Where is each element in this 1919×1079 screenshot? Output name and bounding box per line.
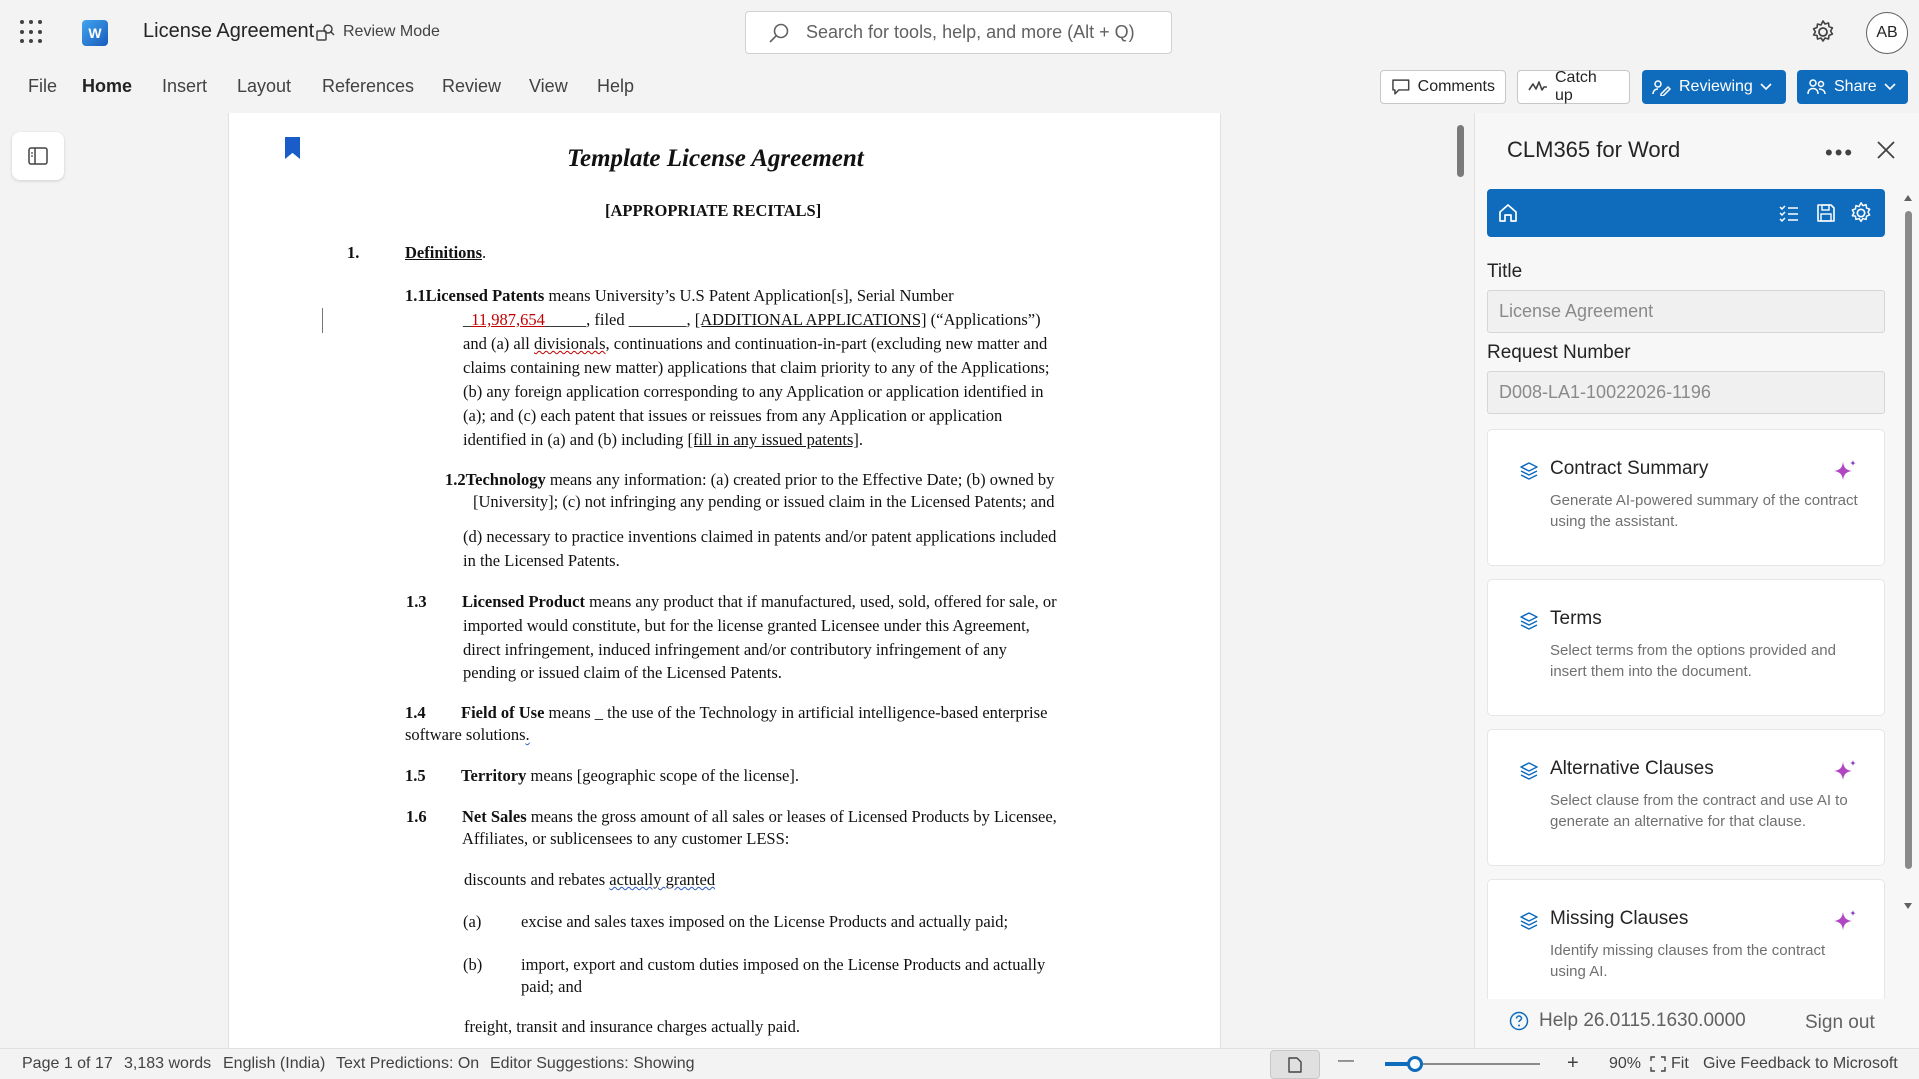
text: means University’s U.S Patent Application[s], Serial Number <box>544 286 954 305</box>
paragraph-1-4-line <box>405 725 530 745</box>
tab-insert[interactable]: Insert <box>162 76 208 96</box>
grammar-flag[interactable]: . <box>525 725 530 744</box>
clause-term: Territory <box>461 766 527 785</box>
list-item-text: import, export and custom duties imposed on the License Products and actually <box>521 955 1046 974</box>
clause-number: 1.2 <box>445 470 466 489</box>
list-item-text: paid; and <box>521 977 582 996</box>
paragraph-1-3-line: direct infringement, induced infringement and/or contributory infringement of any <box>463 640 1007 659</box>
pane-scrollbar[interactable] <box>1903 193 1913 913</box>
reviewing-dropdown[interactable] <box>1642 70 1786 104</box>
user-avatar[interactable]: AB <box>1866 12 1908 54</box>
grammar-flag[interactable]: actually granted <box>609 870 716 889</box>
alternative-clauses-card[interactable] <box>1487 729 1885 866</box>
ribbon-tabs <box>0 64 1919 112</box>
layers-icon <box>1518 760 1540 782</box>
section-heading <box>405 243 486 263</box>
fit-label: Fit <box>1671 1055 1689 1072</box>
navigation-pane-icon <box>27 145 49 167</box>
chevron-down-icon <box>1760 83 1772 91</box>
paragraph-1-6-line: Affiliates, or sublicensees to any customer LESS: <box>462 829 790 848</box>
fit-icon <box>1650 1056 1666 1072</box>
comment-icon <box>1391 78 1411 96</box>
text: means _ the use of the Technology in artificial intelligence-based enterprise <box>544 703 1048 722</box>
language-indicator[interactable]: English (India) <box>223 1055 326 1072</box>
paragraph-1-5-line <box>461 766 799 786</box>
text-predictions-status[interactable]: Text Predictions: On <box>336 1055 480 1072</box>
help-icon <box>1509 1011 1529 1031</box>
status-bar <box>0 1048 1919 1079</box>
share-people-icon <box>1807 78 1827 96</box>
deductions-line <box>464 870 715 890</box>
more-options-icon[interactable]: ••• <box>1825 140 1855 165</box>
card-description: Identify missing clauses from the contract using AI. <box>1550 942 1826 980</box>
paragraph-1-1-line <box>463 430 863 450</box>
text: identified in (a) and (b) including <box>463 430 688 449</box>
app-launcher-icon[interactable] <box>20 20 44 44</box>
clause-number: 1.4 <box>405 703 426 722</box>
paragraph-1-6-line <box>462 807 1057 827</box>
paragraph-1-1-line <box>405 286 954 306</box>
review-mode-indicator[interactable] <box>315 22 440 42</box>
paragraph-1-3-line <box>462 592 1057 612</box>
search-placeholder: Search for tools, help, and more (Alt + Q) <box>806 22 1135 42</box>
card-title: Alternative Clauses <box>1550 758 1714 779</box>
document-page[interactable] <box>228 113 1221 1048</box>
card-description: Select terms from the options provided and insert them into the document. <box>1550 642 1836 680</box>
clause-number: 1.3 <box>406 592 427 611</box>
section-number: 1. <box>347 243 360 262</box>
review-mode-label: Review Mode <box>343 23 440 40</box>
ai-sparkle-icon <box>1831 908 1859 936</box>
paragraph-1-3-line: pending or issued claim of the Licensed Patents. <box>463 663 782 682</box>
paragraph-1-2-line: in the Licensed Patents. <box>463 551 620 570</box>
share-label: Share <box>1834 78 1877 95</box>
layers-icon <box>1518 460 1540 482</box>
navigation-pane-button[interactable] <box>12 132 64 180</box>
paragraph-1-3-line: imported would constitute, but for the license granted Licensee under this Agreement, <box>463 616 1030 635</box>
zoom-in-button[interactable]: + <box>1567 1052 1579 1074</box>
paragraph-1-2-line: [University]; (c) not infringing any pending or issued claim in the Licensed Patents; and <box>473 492 1055 511</box>
layers-icon <box>1518 610 1540 632</box>
settings-icon[interactable] <box>1849 201 1873 225</box>
layers-icon <box>1518 910 1540 932</box>
home-icon[interactable] <box>1496 201 1520 225</box>
zoom-slider-thumb[interactable] <box>1407 1056 1423 1072</box>
title-bar <box>0 0 1919 64</box>
zoom-level[interactable]: 90% <box>1609 1055 1642 1072</box>
tab-view[interactable]: View <box>529 76 568 96</box>
addin-task-pane <box>1474 113 1919 1048</box>
ai-sparkle-icon <box>1831 458 1859 486</box>
search-icon <box>768 22 790 44</box>
catch-up-label: Catch up <box>1554 69 1597 104</box>
card-title: Terms <box>1550 608 1602 629</box>
tab-home[interactable]: Home <box>82 76 133 96</box>
word-logo: W <box>82 20 108 46</box>
list-label: (a) <box>463 912 482 931</box>
editor-suggestions-status[interactable]: Editor Suggestions: Showing <box>490 1055 695 1072</box>
feedback-link[interactable]: Give Feedback to Microsoft <box>1703 1055 1898 1072</box>
word-count[interactable]: 3,183 words <box>124 1055 212 1072</box>
paragraph-1-1-line: (a); and (c) each patent that issues or reissues from any Application or application <box>463 406 1003 425</box>
contract-summary-card[interactable] <box>1487 429 1885 566</box>
scroll-up-icon[interactable] <box>1903 193 1913 203</box>
help-link[interactable] <box>1509 1010 1746 1032</box>
text: means any product that if manufactured, used, sold, offered for sale, or <box>585 592 1057 611</box>
paragraph-1-1-line: (b) any foreign application corresponding to any Application or application identified in <box>463 382 1044 401</box>
request-number-label: Request Number <box>1487 342 1631 363</box>
request-number-field[interactable] <box>1487 371 1885 414</box>
recitals: [APPROPRIATE RECITALS] <box>605 201 822 220</box>
comments-button[interactable] <box>1380 70 1506 104</box>
page-view-icon <box>1288 1057 1302 1073</box>
paragraph-1-1-line: claims containing new matter) applications that claim priority to any of the Applications; <box>463 358 1050 377</box>
clause-term: Net Sales <box>462 807 527 826</box>
title-field[interactable] <box>1487 290 1885 333</box>
checklist-icon[interactable] <box>1777 201 1801 225</box>
document-title[interactable]: License Agreement <box>143 20 315 42</box>
tab-layout[interactable]: Layout <box>237 76 292 96</box>
text: (“Applications”) <box>926 310 1041 329</box>
clause-term: Licensed Product <box>462 592 585 611</box>
terms-card[interactable] <box>1487 579 1885 716</box>
close-icon[interactable] <box>1875 139 1897 161</box>
tab-help[interactable]: Help <box>597 76 635 96</box>
text: _____, filed _______, <box>544 310 695 329</box>
clause-term: Licensed Patents <box>425 286 545 305</box>
pane-scroll-thumb[interactable] <box>1905 211 1912 869</box>
reviewing-icon <box>1652 78 1672 96</box>
text: discounts and rebates <box>464 870 610 889</box>
paragraph-1-1-line <box>463 334 1047 354</box>
clause-term: Technology <box>465 470 546 489</box>
card-description: Select clause from the contract and use AI to generate an alternative for that clause. <box>1550 792 1848 830</box>
card-title: Contract Summary <box>1550 458 1709 479</box>
pane-title: CLM365 for Word <box>1507 137 1681 162</box>
paragraph-1-1-line <box>463 310 1041 330</box>
list-label: (b) <box>463 955 483 974</box>
text: software solutions <box>405 725 526 744</box>
paragraph-1-4-line <box>461 703 1047 723</box>
tab-review[interactable]: Review <box>442 76 502 96</box>
paragraph-1-2-line <box>445 470 1054 490</box>
bookmark-icon[interactable] <box>285 137 300 159</box>
text: , continuations and continuation-in-part (excluding new matter and <box>605 334 1048 353</box>
spelling-flag[interactable]: divisionals <box>534 334 606 353</box>
card-description: Generate AI-powered summary of the contract using the assistant. <box>1550 492 1858 530</box>
fit-button[interactable] <box>1650 1055 1689 1073</box>
list-item-text: excise and sales taxes imposed on the License Products and actually paid; <box>521 912 1009 931</box>
text: . <box>482 243 487 262</box>
ai-sparkle-icon <box>1831 758 1859 786</box>
placeholder-text: [fill in any issued patents] <box>687 430 859 449</box>
share-button[interactable] <box>1797 70 1908 104</box>
freight-line: freight, transit and insurance charges actually paid. <box>464 1017 800 1036</box>
review-mode-icon <box>315 22 335 42</box>
help-label: Help 26.0115.1630.0000 <box>1539 1010 1746 1031</box>
tab-references[interactable]: References <box>322 76 415 96</box>
clause-term: Field of Use <box>461 703 545 722</box>
chevron-down-icon <box>1884 83 1896 91</box>
clause-number: 1.1 <box>405 286 426 305</box>
pane-toolbar <box>1487 189 1885 237</box>
request-number-value: D008-LA1-10022026-1196 <box>1499 382 1711 402</box>
zoom-out-button[interactable]: — <box>1338 1052 1354 1069</box>
catch-up-button[interactable] <box>1517 70 1630 104</box>
tracked-insertion[interactable]: 11,987,654 <box>471 310 545 329</box>
title-field-value: License Agreement <box>1499 301 1654 321</box>
text: _ <box>463 310 472 329</box>
search-box[interactable] <box>745 11 1172 54</box>
document-scrollbar[interactable] <box>1457 125 1464 177</box>
reviewing-label: Reviewing <box>1679 78 1753 95</box>
text: . <box>858 430 864 449</box>
document-heading: Template License Agreement <box>567 145 864 172</box>
print-layout-button[interactable] <box>1270 1050 1320 1079</box>
text: means [geographic scope of the license]. <box>526 766 799 785</box>
text: means the gross amount of all sales or leases of Licensed Products by Licensee, <box>526 807 1057 826</box>
text-cursor <box>322 308 323 333</box>
comments-label: Comments <box>1417 78 1495 95</box>
scroll-down-icon[interactable] <box>1903 901 1913 911</box>
definitions-heading: Definitions <box>405 243 483 262</box>
placeholder-text: [ADDITIONAL APPLICATIONS] <box>694 310 927 329</box>
save-icon[interactable] <box>1814 201 1838 225</box>
missing-clauses-card[interactable] <box>1487 879 1885 999</box>
page-count[interactable]: Page 1 of 17 <box>22 1055 113 1072</box>
clause-number: 1.6 <box>406 807 427 826</box>
text: means any information: (a) created prior to the Effective Date; (b) owned by <box>545 470 1055 489</box>
title-field-label: Title <box>1487 261 1523 282</box>
text: and (a) all <box>463 334 535 353</box>
settings-gear-icon[interactable] <box>1810 19 1836 45</box>
card-title: Missing Clauses <box>1550 908 1689 929</box>
tab-file[interactable]: File <box>28 76 58 96</box>
clause-number: 1.5 <box>405 766 426 785</box>
catch-up-icon <box>1528 79 1548 95</box>
sign-out-link[interactable]: Sign out <box>1805 1012 1875 1033</box>
paragraph-1-2-line: (d) necessary to practice inventions claimed in patents and/or patent applications included <box>463 527 1057 546</box>
